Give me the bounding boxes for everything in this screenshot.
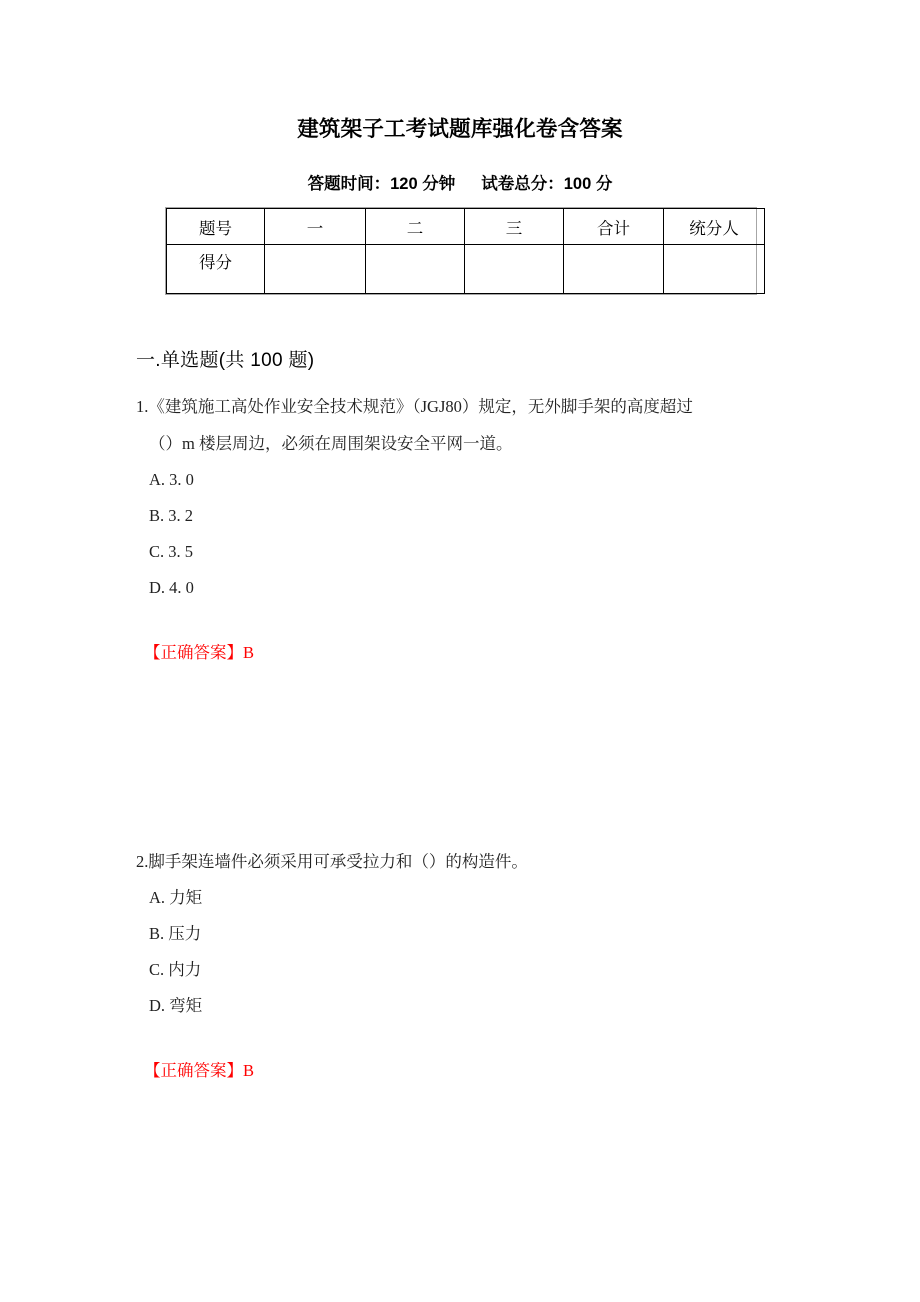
option-b[interactable]: B. 压力 — [149, 924, 202, 943]
question-text-continued: （）m 楼层周边，必须在周围架设安全平网一道。 — [149, 434, 513, 453]
question-text: 脚手架连墙件必须采用可承受拉力和（）的构造件。 — [148, 852, 528, 871]
page-title: 建筑架子工考试题库强化卷含答案 — [297, 117, 623, 141]
table-header-cell: 题号 — [167, 209, 265, 245]
option-a[interactable]: A. 3. 0 — [149, 470, 194, 489]
option-b[interactable]: B. 3. 2 — [149, 506, 194, 525]
table-header-cell: 二 — [366, 209, 465, 245]
option-a[interactable]: A. 力矩 — [149, 888, 203, 907]
table-row-header — [167, 209, 765, 245]
correct-answer-label: 【正确答案】 — [144, 643, 243, 662]
table-row — [167, 245, 765, 294]
correct-answer — [136, 1056, 836, 1086]
section-heading: 一.单选题(共 100 题) — [136, 350, 315, 371]
question-stem — [136, 843, 836, 880]
score-cell[interactable] — [465, 245, 564, 294]
table-header-cell: 合计 — [564, 209, 664, 245]
correct-answer-value: B — [243, 1061, 255, 1080]
score-table — [165, 207, 757, 295]
score-cell[interactable] — [366, 245, 465, 294]
question-text: 《建筑施工高处作业安全技术规范》（JGJ80）规定，无外脚手架的高度超过 — [148, 397, 693, 416]
option-c[interactable]: C. 3. 5 — [149, 542, 194, 561]
table-row-label: 得分 — [167, 245, 265, 294]
correct-answer-value: B — [243, 643, 255, 662]
option-d[interactable]: D. 弯矩 — [149, 996, 203, 1015]
question-number: 2. — [136, 852, 149, 871]
exam-duration: 答题时间：120 分钟 — [307, 175, 456, 193]
table-header-cell: 统分人 — [664, 209, 765, 245]
option-c[interactable]: C. 内力 — [149, 960, 202, 979]
table-header-cell: 一 — [265, 209, 366, 245]
question-item — [136, 843, 836, 1086]
correct-answer — [136, 638, 836, 668]
correct-answer-label: 【正确答案】 — [144, 1061, 243, 1080]
question-stem — [136, 388, 836, 462]
score-cell[interactable] — [265, 245, 366, 294]
table-header-cell: 三 — [465, 209, 564, 245]
question-item — [136, 388, 836, 668]
option-d[interactable]: D. 4. 0 — [149, 578, 194, 597]
question-number: 1. — [136, 397, 149, 416]
score-cell[interactable] — [664, 245, 765, 294]
score-cell[interactable] — [564, 245, 664, 294]
exam-total-score: 试卷总分：100 分 — [481, 175, 613, 193]
exam-meta — [0, 170, 920, 194]
